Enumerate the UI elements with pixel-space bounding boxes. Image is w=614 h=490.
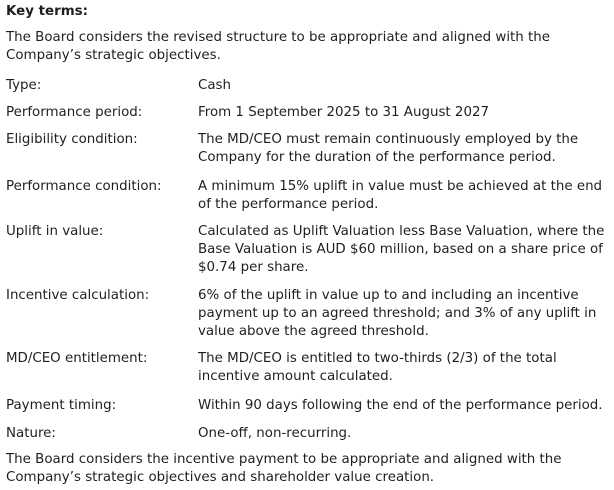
term-value: Cash <box>198 78 232 93</box>
key-terms-heading: Key terms: <box>6 4 88 19</box>
term-value: From 1 September 2025 to 31 August 2027 <box>198 105 490 120</box>
term-label: Incentive calculation: <box>6 288 150 303</box>
term-value: Calculated as Uplift Valuation less Base Valuation, where the Base Valuation is AUD $60 million, based on a share price of $0.74 per share. <box>198 224 605 275</box>
term-value: The MD/CEO must remain continuously employed by the Company for the duration of the performance period. <box>198 132 579 165</box>
term-label: Eligibility condition: <box>6 132 138 147</box>
term-value: Within 90 days following the end of the performance period. <box>198 398 603 413</box>
term-label: Uplift in value: <box>6 224 104 239</box>
term-value: The MD/CEO is entitled to two-thirds (2/3) of the total incentive amount calculated. <box>198 351 557 384</box>
intro-paragraph: The Board considers the revised structure to be appropriate and aligned with the Company’s strategic objectives. <box>6 30 551 63</box>
term-value: A minimum 15% uplift in value must be achieved at the end of the performance period. <box>198 179 603 212</box>
term-label: Performance condition: <box>6 179 162 194</box>
closing-paragraph: The Board considers the incentive payment to be appropriate and aligned with the Company’s strategic objectives and shareholder value creation. <box>6 452 562 485</box>
term-value: One-off, non-recurring. <box>198 426 352 441</box>
term-label: Performance period: <box>6 105 143 120</box>
term-label: Payment timing: <box>6 398 117 413</box>
term-value: 6% of the uplift in value up to and including an incentive payment up to an agreed threshold; and 3% of any uplift in value above the agreed threshold. <box>198 288 597 339</box>
term-label: MD/CEO entitlement: <box>6 351 148 366</box>
term-label: Nature: <box>6 426 56 441</box>
term-label: Type: <box>6 78 42 93</box>
